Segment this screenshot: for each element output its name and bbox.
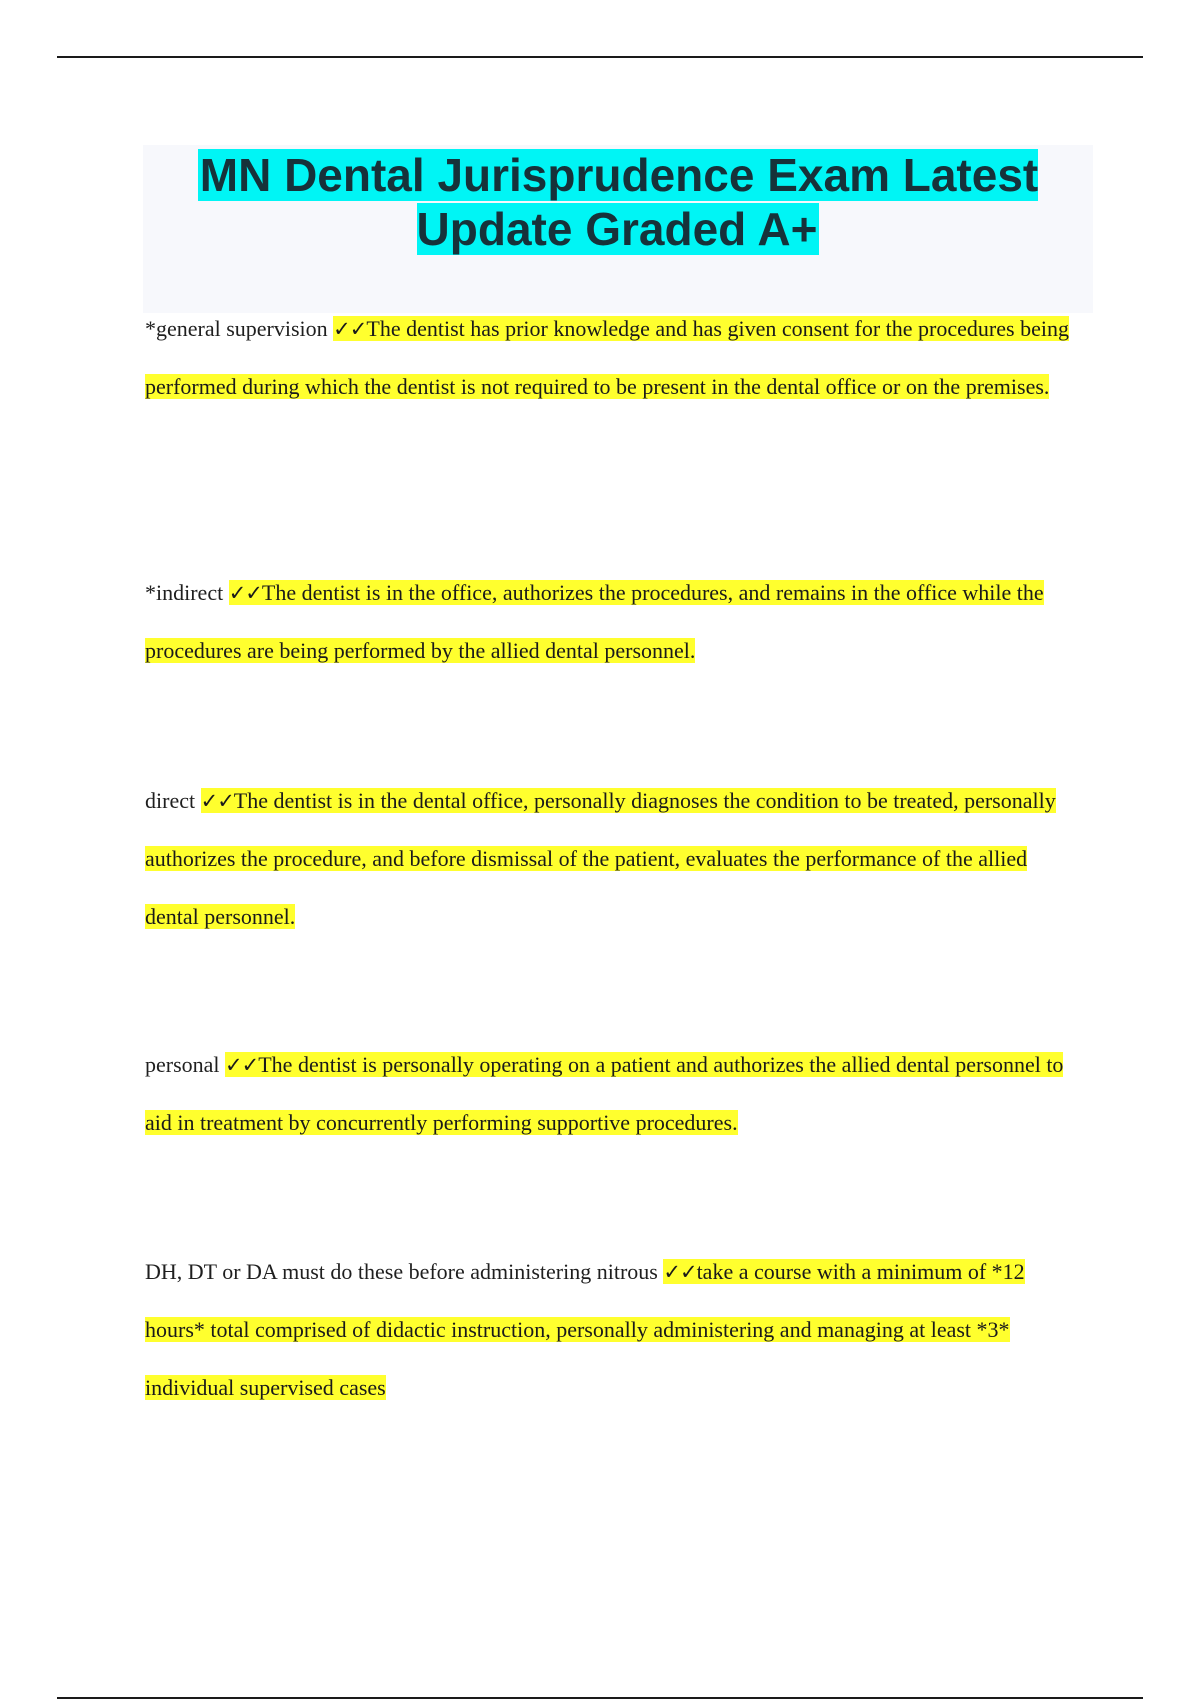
entry-indirect: [145, 564, 1085, 680]
entry-answer: [145, 1052, 1063, 1135]
entry-nitrous-requirements: [145, 1243, 1085, 1417]
title-highlight: MN Dental Jurisprudence Exam Latest Update Graded A+: [199, 149, 1039, 255]
answer-text: The dentist is in the dental office, personally diagnoses the condition to be treated, personally authorizes the procedure, and before dismissal of the patient, evaluates the performance of the allied dental personnel.: [145, 788, 1056, 929]
entry-personal: [145, 1036, 1085, 1152]
answer-text: take a course with a minimum of *12 hours* total comprised of didactic instruction, personally administering and managing at least *3* individual supervised cases: [145, 1259, 1025, 1400]
entry-term: *general supervision: [145, 316, 334, 341]
answer-text: The dentist has prior knowledge and has given consent for the procedures being performed during which the dentist is not required to be present in the dental office or on the premises.: [145, 316, 1069, 399]
entry-general-supervision: [145, 300, 1085, 416]
double-check-icon: ✓✓: [333, 317, 367, 341]
entry-term: direct: [145, 788, 201, 813]
answer-text: The dentist is in the office, authorizes the procedures, and remains in the office while the procedures are being performed by the allied dental personnel.: [145, 580, 1044, 663]
entry-term: personal: [145, 1052, 226, 1077]
entry-term: DH, DT or DA must do these before administering nitrous: [145, 1259, 664, 1284]
double-check-icon: ✓✓: [200, 789, 234, 813]
entry-direct: [145, 772, 1085, 946]
answer-text: The dentist is personally operating on a patient and authorizes the allied dental personnel to aid in treatment by concurrently performing supportive procedures.: [145, 1052, 1064, 1135]
double-check-icon: ✓✓: [663, 1260, 697, 1284]
entry-answer: [145, 580, 1044, 663]
document-title: [143, 148, 1093, 256]
entry-answer: [145, 788, 1056, 929]
double-check-icon: ✓✓: [228, 581, 262, 605]
double-check-icon: ✓✓: [225, 1053, 259, 1077]
top-rule: [57, 56, 1143, 58]
bottom-rule: [57, 1697, 1143, 1699]
entry-term: *indirect: [145, 580, 229, 605]
